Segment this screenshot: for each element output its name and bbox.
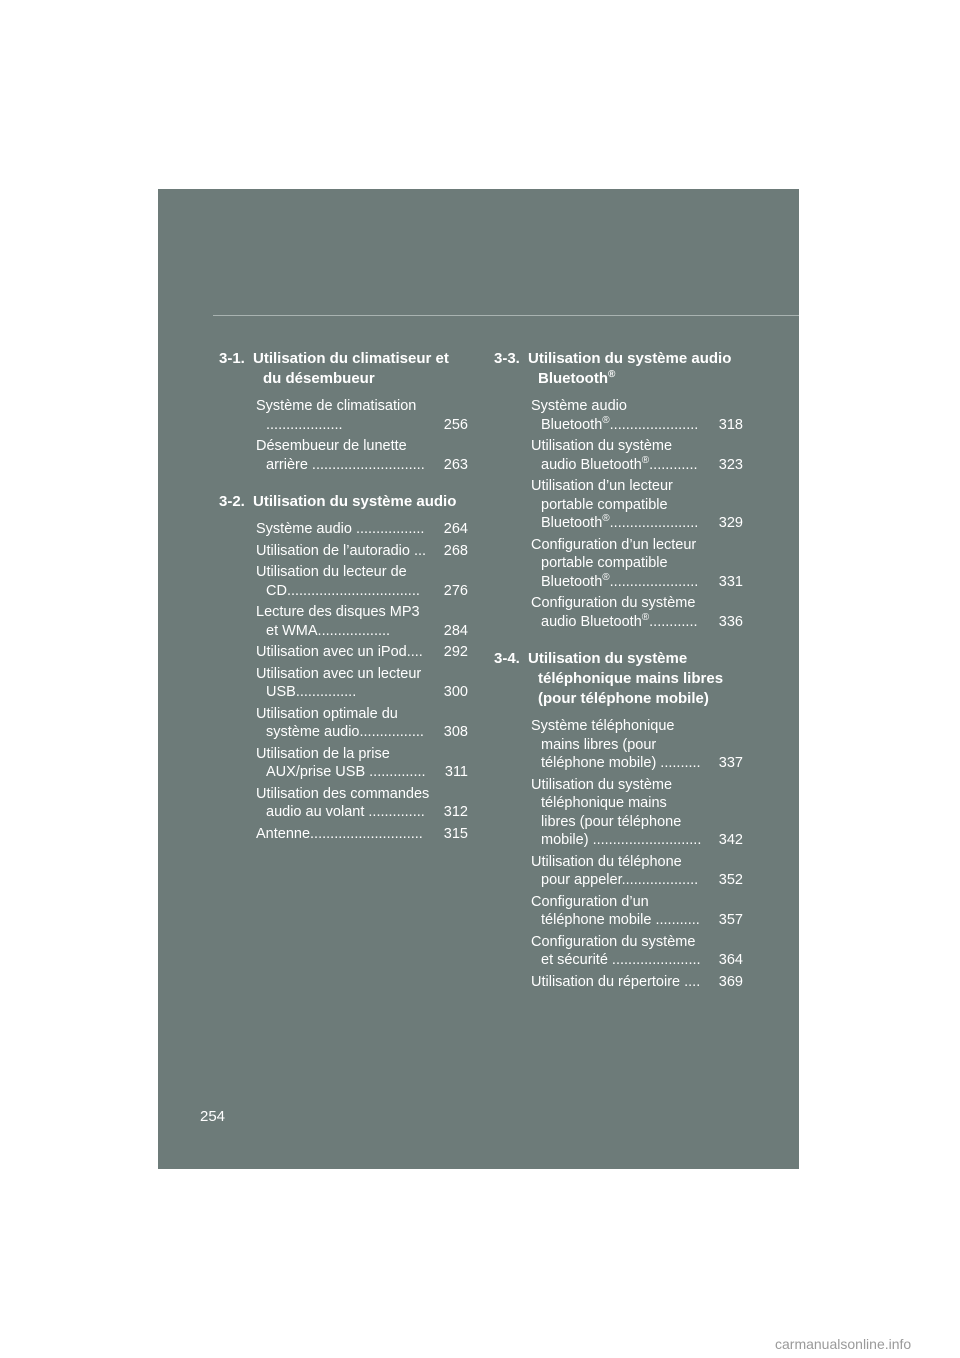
- toc-entry-page: 311: [441, 763, 468, 782]
- toc-entry-page: 276: [440, 582, 468, 601]
- toc-entry-page: 342: [715, 831, 743, 850]
- toc-entry-page: 336: [715, 613, 743, 632]
- toc-entry-label: Utilisation avec un lecteur USB...............: [256, 665, 422, 700]
- toc-entry[interactable]: [256, 563, 468, 600]
- toc-entry[interactable]: [531, 893, 743, 930]
- section-heading: [216, 492, 468, 512]
- section-heading: [216, 349, 468, 389]
- toc-section-3-3: [491, 349, 743, 631]
- toc-entry[interactable]: [531, 853, 743, 890]
- section-title: [528, 349, 743, 389]
- registered-mark: ®: [602, 513, 610, 525]
- section-title: Utilisation du système audio: [253, 493, 457, 510]
- toc-column-left: [216, 349, 468, 861]
- toc-entry-page: 284: [440, 622, 468, 641]
- toc-entry-label: Utilisation de la prise AUX/prise USB ..............: [256, 745, 426, 780]
- header-rule: [213, 315, 799, 316]
- section-title: Utilisation du climatiseur et du désembueur: [253, 350, 449, 387]
- toc-column-right: [491, 349, 743, 1009]
- toc-entry-text: Utilisation d’un lecteur portable compatible Bluetooth: [531, 478, 673, 531]
- toc-section-3-1: [216, 349, 468, 474]
- toc-entry[interactable]: [256, 665, 468, 702]
- section-heading: [491, 349, 743, 389]
- watermark: carmanualsonline.info: [775, 1336, 912, 1352]
- toc-entry[interactable]: [256, 603, 468, 640]
- toc-entry[interactable]: [256, 520, 468, 539]
- toc-entry-page: 315: [440, 825, 468, 844]
- toc-entries: [216, 520, 468, 843]
- toc-entry-label: Configuration d’un téléphone mobile ...........: [531, 893, 700, 928]
- toc-entry-label: Antenne............................: [256, 825, 423, 842]
- toc-entry-page: 357: [715, 911, 743, 930]
- section-title-text: Utilisation du système audio Bluetooth: [528, 350, 732, 387]
- toc-entry[interactable]: [531, 776, 743, 850]
- toc-entry-text: Système audio Bluetooth: [531, 398, 627, 433]
- toc-entry-label: Utilisation avec un iPod....: [256, 644, 423, 660]
- section-title: Utilisation du système téléphonique mains libres (pour téléphone mobile): [528, 650, 724, 707]
- page-number: 254: [200, 1108, 226, 1125]
- toc-entry-label: Utilisation de l’autoradio ...: [256, 542, 427, 559]
- toc-entry-leader: ............: [649, 456, 698, 473]
- toc-entry-page: 337: [715, 754, 743, 773]
- page-panel: [158, 189, 799, 1169]
- toc-entry-label: [531, 398, 698, 433]
- toc-entries: [491, 397, 743, 631]
- toc-entry-leader: ......................: [609, 515, 699, 531]
- toc-entry[interactable]: [531, 973, 743, 992]
- toc-entry-label: Utilisation du répertoire ....: [531, 973, 701, 990]
- toc-entry-page: 352: [715, 871, 743, 890]
- section-heading: [491, 649, 743, 709]
- toc-entry[interactable]: [531, 717, 743, 773]
- toc-entry[interactable]: [531, 933, 743, 970]
- section-number: 3-1.: [219, 350, 245, 367]
- toc-entry-page: 312: [440, 803, 468, 822]
- toc-entry-page: 256: [440, 416, 468, 435]
- toc-entries: [216, 397, 468, 474]
- toc-section-3-2: [216, 492, 468, 843]
- registered-mark: ®: [641, 611, 650, 623]
- toc-entry-text: Utilisation du système audio Bluetooth: [531, 438, 673, 473]
- toc-entry[interactable]: [531, 437, 743, 474]
- toc-entry-leader: ......................: [609, 416, 699, 433]
- registered-mark: ®: [602, 571, 610, 583]
- toc-entry[interactable]: [256, 825, 468, 844]
- toc-entry-label: [531, 537, 698, 590]
- toc-entry-label: Système téléphonique mains libres (pour téléphone mobile) ..........: [531, 718, 701, 771]
- toc-entry[interactable]: [256, 643, 468, 662]
- toc-entry[interactable]: [531, 397, 743, 434]
- toc-entry[interactable]: [531, 477, 743, 533]
- toc-entry-label: Désembueur de lunette arrière ............................: [256, 438, 425, 473]
- toc-entry[interactable]: [531, 594, 743, 631]
- toc-entry-page: 268: [440, 542, 468, 561]
- toc-entry-label: Utilisation du lecteur de CD.................................: [256, 564, 420, 599]
- toc-entry-label: Utilisation des commandes audio au volant ..............: [256, 785, 430, 820]
- toc-entry[interactable]: [256, 745, 468, 782]
- toc-entry-label: Lecture des disques MP3 et WMA..................: [256, 604, 420, 639]
- toc-entry[interactable]: [531, 536, 743, 592]
- toc-entry-page: 264: [440, 520, 468, 539]
- toc-entry-page: 263: [440, 456, 468, 475]
- toc-entry-page: 364: [715, 951, 743, 970]
- toc-entry-label: Système de climatisation ...................: [256, 398, 417, 433]
- toc-entry-page: 308: [440, 723, 468, 742]
- toc-entry-label: Utilisation du téléphone pour appeler...................: [531, 853, 699, 888]
- toc-section-3-4: [491, 649, 743, 991]
- toc-entry-label: Configuration du système et sécurité ......................: [531, 933, 701, 968]
- toc-entry-page: 331: [715, 573, 743, 592]
- toc-entry-text: Configuration d’un lecteur portable compatible Bluetooth: [531, 536, 697, 590]
- section-number: 3-4.: [494, 650, 520, 667]
- toc-entry-page: 329: [715, 514, 743, 533]
- toc-entry-text: Configuration du système audio Bluetooth: [531, 595, 696, 630]
- toc-entry-page: 369: [715, 973, 743, 992]
- toc-entry[interactable]: [256, 397, 468, 434]
- toc-entry[interactable]: [256, 785, 468, 822]
- toc-entry-label: Système audio .................: [256, 521, 425, 537]
- toc-entries: [491, 717, 743, 991]
- toc-entry-label: [531, 595, 698, 630]
- registered-mark: ®: [641, 454, 650, 466]
- toc-entry-leader: ......................: [609, 573, 699, 590]
- section-number: 3-3.: [494, 350, 520, 367]
- toc-entry-page: 300: [440, 683, 468, 702]
- section-number: 3-2.: [219, 493, 245, 510]
- toc-entry-label: [531, 438, 698, 473]
- toc-entry[interactable]: [256, 437, 468, 474]
- registered-mark: ®: [602, 414, 610, 426]
- toc-entry-label: Utilisation optimale du système audio................: [256, 705, 424, 740]
- toc-entry-label: [531, 478, 698, 531]
- toc-entry[interactable]: [256, 542, 468, 561]
- toc-entry[interactable]: [256, 705, 468, 742]
- toc-entry-page: 323: [715, 456, 743, 475]
- toc-entry-page: 318: [715, 416, 743, 435]
- toc-entry-label: Utilisation du système téléphonique mains libres (pour téléphone mobile) ...........................: [531, 776, 702, 848]
- toc-entry-page: 292: [440, 643, 468, 662]
- registered-mark: ®: [607, 369, 616, 380]
- toc-entry-leader: ............: [649, 613, 698, 630]
